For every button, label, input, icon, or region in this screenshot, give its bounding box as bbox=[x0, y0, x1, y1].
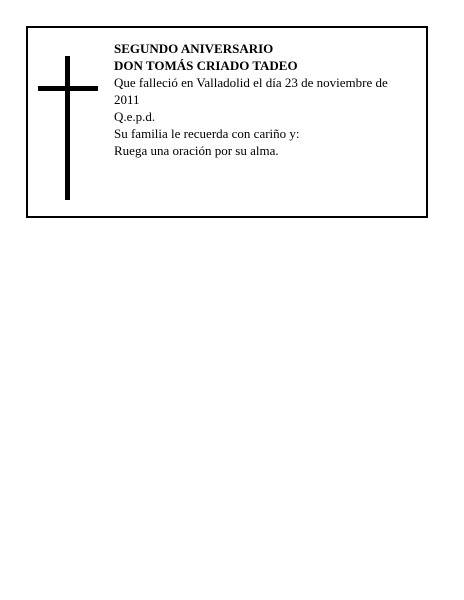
rip-abbreviation: Q.e.p.d. bbox=[114, 109, 156, 124]
notice-heading: SEGUNDO ANIVERSARIO bbox=[114, 41, 274, 56]
death-statement: Que falleció en Valladolid el día 23 de noviembre de 2011 bbox=[114, 75, 388, 107]
prayer-request: Ruega una oración por su alma. bbox=[114, 143, 279, 158]
notice-text bbox=[114, 40, 414, 159]
cross-vertical-bar bbox=[65, 56, 70, 200]
cross-horizontal-bar bbox=[38, 86, 98, 91]
family-statement: Su familia le recuerda con cariño y: bbox=[114, 126, 300, 141]
deceased-name: DON TOMÁS CRIADO TADEO bbox=[114, 58, 298, 73]
obituary-notice bbox=[26, 26, 428, 218]
cross-icon bbox=[38, 56, 98, 200]
